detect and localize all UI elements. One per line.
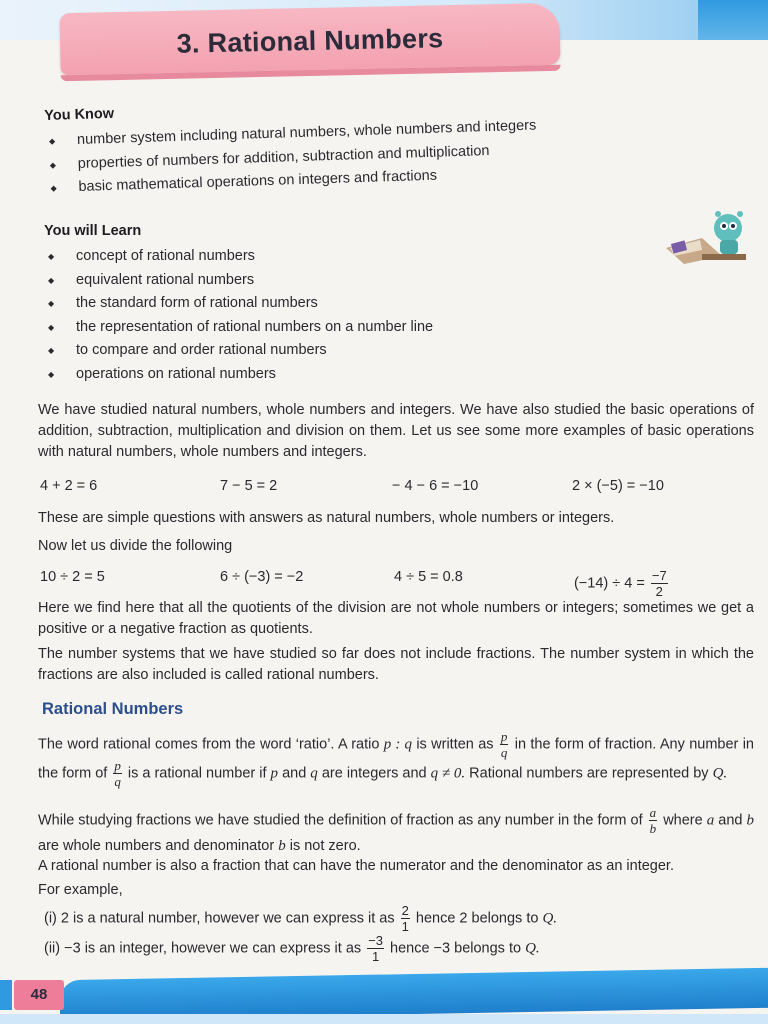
page-number-edge: [0, 980, 12, 1010]
equation-fraction-result: [574, 569, 670, 598]
rational-text-4: For example,: [38, 882, 123, 898]
fraction-denominator: b: [649, 821, 657, 836]
equation: 2 × (−5) = −10: [572, 478, 664, 494]
list-item: ◆ equivalent rational numbers: [44, 269, 433, 293]
list-item: ◆ to compare and order rational numbers: [44, 339, 433, 363]
fraction-denominator: q: [114, 774, 121, 789]
inequality: q ≠ 0.: [430, 765, 466, 782]
section-heading-rational-numbers: Rational Numbers: [42, 700, 184, 718]
text-run: While studying fractions we have studied the definition of fraction as any number in the form of: [38, 812, 643, 829]
you-will-learn-section: [44, 223, 433, 386]
text-run: is not zero.: [289, 838, 361, 854]
footer-band: [0, 1014, 768, 1024]
set-symbol: Q.: [542, 910, 558, 927]
fraction-numerator: p: [500, 729, 508, 744]
rational-paragraph-4: [38, 880, 754, 901]
you-will-learn-list: [44, 245, 433, 386]
text-run: are whole numbers and denominator: [38, 838, 275, 854]
list-item: ◆ operations on rational numbers: [44, 363, 433, 387]
text-run: where: [663, 812, 703, 829]
text-run: and: [282, 765, 307, 782]
fraction: [367, 934, 384, 963]
example-2: [44, 934, 744, 963]
equation: (−14) ÷ 4 =: [574, 575, 645, 592]
list-item: ◆ the standard form of rational numbers: [44, 292, 433, 316]
fraction: [649, 806, 658, 835]
footer-bar: [0, 968, 768, 1024]
variable: a: [706, 812, 715, 829]
fraction-numerator: −3: [368, 933, 383, 948]
example-text-2: [44, 934, 744, 963]
fraction-numerator: 2: [401, 903, 409, 918]
fraction-denominator: q: [500, 745, 508, 760]
rational-text-2: [38, 806, 754, 857]
fraction-denominator: 1: [401, 919, 409, 934]
equation: 10 ÷ 2 = 5: [40, 569, 105, 585]
intro-paragraph-1: [38, 400, 754, 463]
list-item: ◆ concept of rational numbers: [44, 245, 433, 269]
footer-wave: [60, 968, 768, 1020]
example-1: [44, 904, 744, 933]
ratio-expression: p : q: [383, 736, 412, 753]
text-run: is a rational number if: [127, 765, 267, 782]
list-item: ◆ the representation of rational numbers on a number line: [44, 316, 433, 340]
equation: 4 + 2 = 6: [40, 478, 98, 494]
text-run: in the form of fraction. Any number in the form of: [38, 736, 754, 782]
list-item: ◆ properties of numbers for addition, subtraction and multiplication: [45, 138, 537, 177]
text-run: Rational numbers are represented by: [469, 765, 709, 782]
fraction-numerator: −7: [651, 568, 667, 583]
variable: b: [278, 838, 286, 854]
set-symbol: Q.: [712, 765, 728, 782]
rational-paragraph-1: [38, 730, 754, 788]
fraction: [113, 759, 122, 788]
equation-row-2: [40, 566, 740, 599]
rational-text-1: [38, 730, 754, 788]
fraction-denominator: 2: [655, 584, 663, 599]
intro-text-5: The number systems that we have studied so far does not include fractions. The number system in which the fractions are also included is called rational numbers.: [38, 646, 754, 683]
intro-paragraph-2: [38, 508, 754, 529]
text-run: (i) 2 is a natural number, however we can express it as: [44, 910, 395, 927]
equation: 6 ÷ (−3) = −2: [220, 569, 304, 585]
equation: − 4 − 6 = −10: [392, 478, 479, 494]
rational-paragraph-3: [38, 856, 754, 877]
equation-row-1: [40, 478, 740, 502]
page-number: 48: [14, 980, 64, 1010]
equation: 4 ÷ 5 = 0.8: [394, 569, 463, 585]
fraction-numerator: a: [649, 805, 657, 820]
fraction: [401, 904, 410, 933]
example-text-1: [44, 904, 744, 933]
fraction: [651, 569, 668, 598]
intro-paragraph-5: [38, 644, 754, 686]
text-run: The word rational comes from the word ‘ratio’. A ratio: [38, 736, 380, 753]
chapter-title: 3. Rational Numbers: [176, 23, 444, 59]
variable: p: [270, 765, 279, 782]
robot-reading-illustration: [662, 208, 748, 264]
text-run: is written as: [416, 736, 494, 753]
you-know-heading: You Know: [44, 105, 115, 124]
intro-text-1: We have studied natural numbers, whole numbers and integers. We have also studied the basic operations of addition, subtraction, multiplication and division on them. Let us see some more examples of basic operations with natural numbers, whole numbers and integers.: [38, 402, 754, 460]
list-item: ◆ number system including natural numbers, whole numbers and integers: [45, 115, 537, 154]
rational-text-3: A rational number is also a fraction that can have the numerator and the denominator as an integer.: [38, 858, 674, 874]
chapter-title-banner: [59, 3, 560, 75]
fraction: [500, 730, 509, 759]
fraction-numerator: p: [114, 758, 121, 773]
set-symbol: Q.: [525, 940, 540, 957]
text-run: and: [718, 812, 743, 829]
text-run: (ii) −3 is an integer, however we can express it as: [44, 940, 362, 957]
text-run: hence −3 belongs to: [390, 940, 522, 957]
fraction-denominator: 1: [371, 949, 380, 964]
text-run: are integers and: [321, 765, 427, 782]
text-run: hence 2 belongs to: [415, 910, 539, 927]
rational-paragraph-2: [38, 806, 754, 857]
variable: b: [746, 812, 755, 829]
intro-text-4: Here we find here that all the quotients of the division are not whole numbers or integers; sometimes we get a positive or a negative fraction as quotients.: [38, 600, 754, 637]
intro-text-3: Now let us divide the following: [38, 538, 233, 554]
variable: q: [310, 765, 318, 782]
list-item: ◆ basic mathematical operations on integers and fractions: [46, 162, 538, 201]
intro-text-2: These are simple questions with answers as natural numbers, whole numbers or integers.: [38, 510, 615, 526]
intro-paragraph-4: [38, 598, 754, 640]
you-will-learn-heading: You will Learn: [44, 223, 142, 239]
you-know-section: [44, 93, 538, 201]
equation: 7 − 5 = 2: [220, 478, 278, 494]
intro-paragraph-3: [38, 536, 754, 557]
